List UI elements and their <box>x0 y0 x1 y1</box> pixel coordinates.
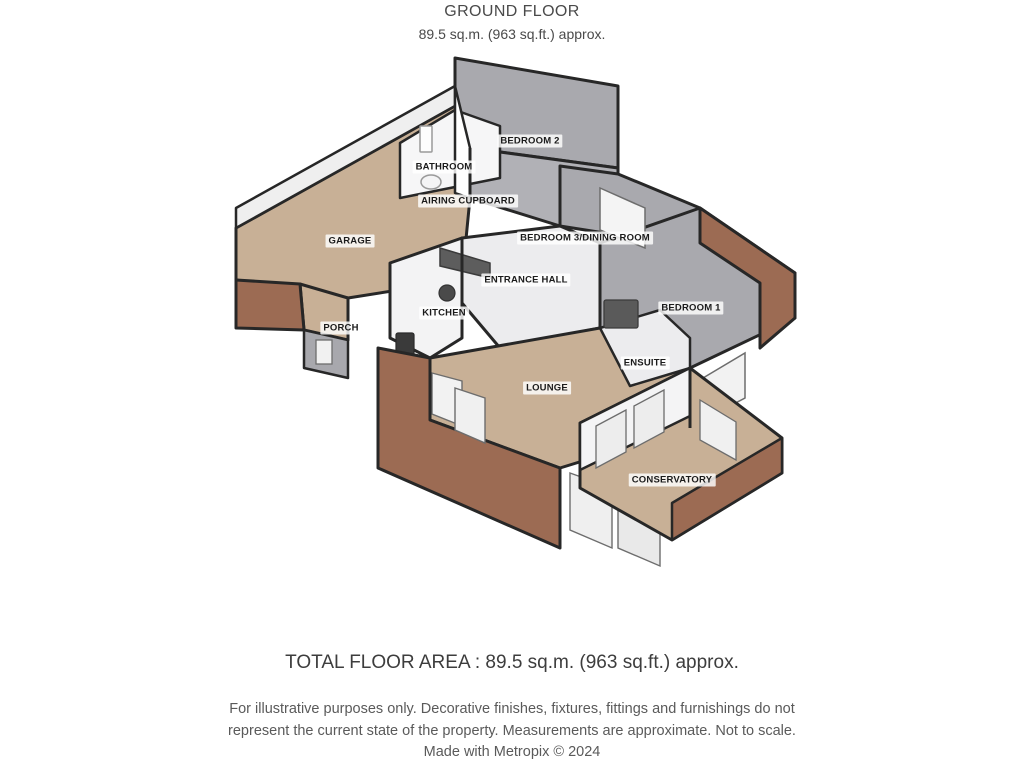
room-label-airing-cupboard: AIRING CUPBOARD <box>418 195 518 208</box>
disclaimer-line-1: For illustrative purposes only. Decorative finishes, fixtures, fittings and furnishings do not <box>229 701 795 717</box>
room-label-bedroom-1: BEDROOM 1 <box>658 302 723 315</box>
disclaimer-line-2: represent the current state of the property. Measurements are approximate. Not to scale. <box>228 723 796 739</box>
total-floor-area: TOTAL FLOOR AREA : 89.5 sq.m. (963 sq.ft.) approx. <box>285 652 739 673</box>
room-label-kitchen: KITCHEN <box>419 307 469 320</box>
room-label-lounge: LOUNGE <box>523 382 571 395</box>
window-bathroom <box>420 126 432 152</box>
hob-icon <box>439 285 455 301</box>
floorplan-stage <box>0 48 1024 628</box>
room-label-bedroom-3-dining: BEDROOM 3/DINING ROOM <box>517 232 653 245</box>
room-label-bathroom: BATHROOM <box>413 161 476 174</box>
room-label-garage: GARAGE <box>326 235 375 248</box>
floor-area-subtitle: 89.5 sq.m. (963 sq.ft.) approx. <box>418 26 606 42</box>
room-label-conservatory: CONSERVATORY <box>629 474 716 487</box>
page-title: GROUND FLOOR <box>444 3 580 20</box>
window-porch <box>316 340 332 364</box>
room-label-ensuite: ENSUITE <box>621 357 670 370</box>
bath-fixture <box>604 300 638 328</box>
room-label-bedroom-2: BEDROOM 2 <box>497 135 562 148</box>
wall-porch-brick <box>236 280 304 330</box>
plan-header <box>0 0 1024 44</box>
room-label-porch: PORCH <box>320 322 361 335</box>
sink-fixture <box>421 175 441 189</box>
made-with-credit: Made with Metropix © 2024 <box>423 744 601 760</box>
room-label-entrance-hall: ENTRANCE HALL <box>481 274 570 287</box>
